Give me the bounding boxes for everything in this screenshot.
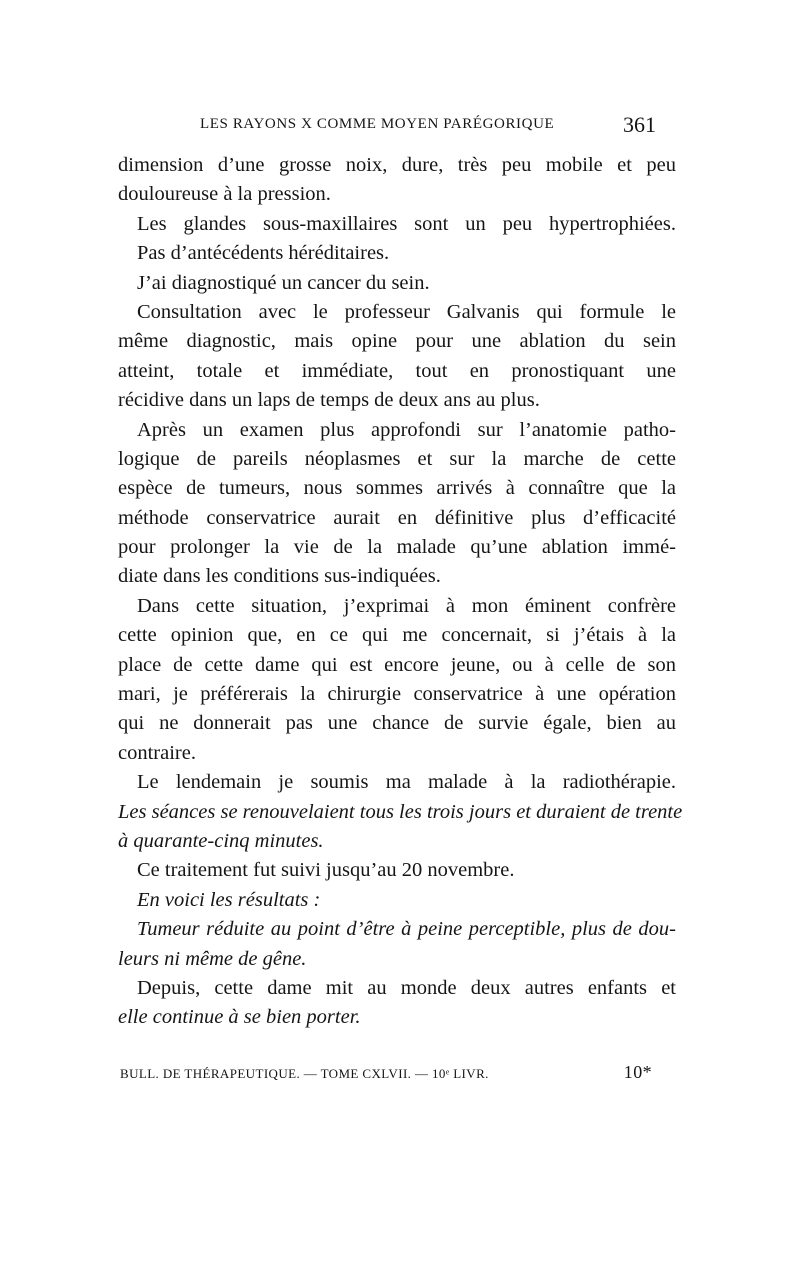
text-line: à quarante-cinq minutes. xyxy=(118,829,324,852)
signature-mark: 10* xyxy=(623,1062,652,1082)
text-line: Le lendemain je soumis ma malade à la radiothérapie. xyxy=(137,771,676,794)
text-line: même diagnostic, mais opine pour une ablation du sein xyxy=(118,330,676,353)
text-line: Pas d’antécédents héréditaires. xyxy=(137,242,390,265)
text-line: diate dans les conditions sus-indiquées. xyxy=(118,565,441,588)
text-line: Consultation avec le professeur Galvanis qui formule le xyxy=(137,300,676,323)
footer-text: BULL. DE THÉRAPEUTIQUE. — TOME CXLVII. — 10ᵉ LIVR. xyxy=(120,1066,489,1081)
body-text xyxy=(118,151,683,1033)
text-line: J’ai diagnostiqué un cancer du sein. xyxy=(137,271,430,294)
text-line: En voici les résultats : xyxy=(137,888,321,911)
running-title: LES RAYONS X COMME MOYEN PARÉGORIQUE xyxy=(200,116,555,132)
text-line: Dans cette situation, j’exprimai à mon éminent confrère xyxy=(137,594,676,617)
page-number: 361 xyxy=(623,112,656,137)
text-line: contraire. xyxy=(118,741,196,764)
text-line: récidive dans un laps de temps de deux ans au plus. xyxy=(118,389,540,412)
text-line: Depuis, cette dame mit au monde deux autres enfants et xyxy=(137,976,676,999)
text-line: cette opinion que, en ce qui me concernait, si j’étais à la xyxy=(118,624,676,647)
text-line: pour prolonger la vie de la malade qu’une ablation immé- xyxy=(118,536,676,559)
text-line: elle continue à se bien porter. xyxy=(118,1006,361,1029)
text-line: Les glandes sous-maxillaires sont un peu hypertrophiées. xyxy=(137,212,676,235)
text-line: qui ne donnerait pas une chance de survie égale, bien au xyxy=(118,712,676,735)
text-line: méthode conservatrice aurait en définitive plus d’efficacité xyxy=(118,506,676,529)
text-line: Les séances se renouvelaient tous les trois jours et duraient de trente xyxy=(118,800,683,823)
text-line: dimension d’une grosse noix, dure, très peu mobile et peu xyxy=(118,154,676,176)
page-footer xyxy=(120,1062,652,1086)
text-line: mari, je préférerais la chirurgie conservatrice à une opération xyxy=(118,683,676,706)
text-line: espèce de tumeurs, nous sommes arrivés à connaître que la xyxy=(118,477,676,500)
text-line: atteint, totale et immédiate, tout en pronostiquant une xyxy=(118,359,676,382)
text-line: Après un examen plus approfondi sur l’anatomie patho- xyxy=(137,418,676,441)
text-line: douloureuse à la pression. xyxy=(118,183,331,206)
text-line: place de cette dame qui est encore jeune, ou à celle de son xyxy=(118,653,676,676)
text-line: Tumeur réduite au point d’être à peine perceptible, plus de dou- xyxy=(137,918,676,941)
text-line: leurs ni même de gêne. xyxy=(118,947,307,970)
running-header xyxy=(200,112,656,142)
text-line: logique de pareils néoplasmes et sur la marche de cette xyxy=(118,447,676,470)
text-line: Ce traitement fut suivi jusqu’au 20 novembre. xyxy=(137,859,515,882)
